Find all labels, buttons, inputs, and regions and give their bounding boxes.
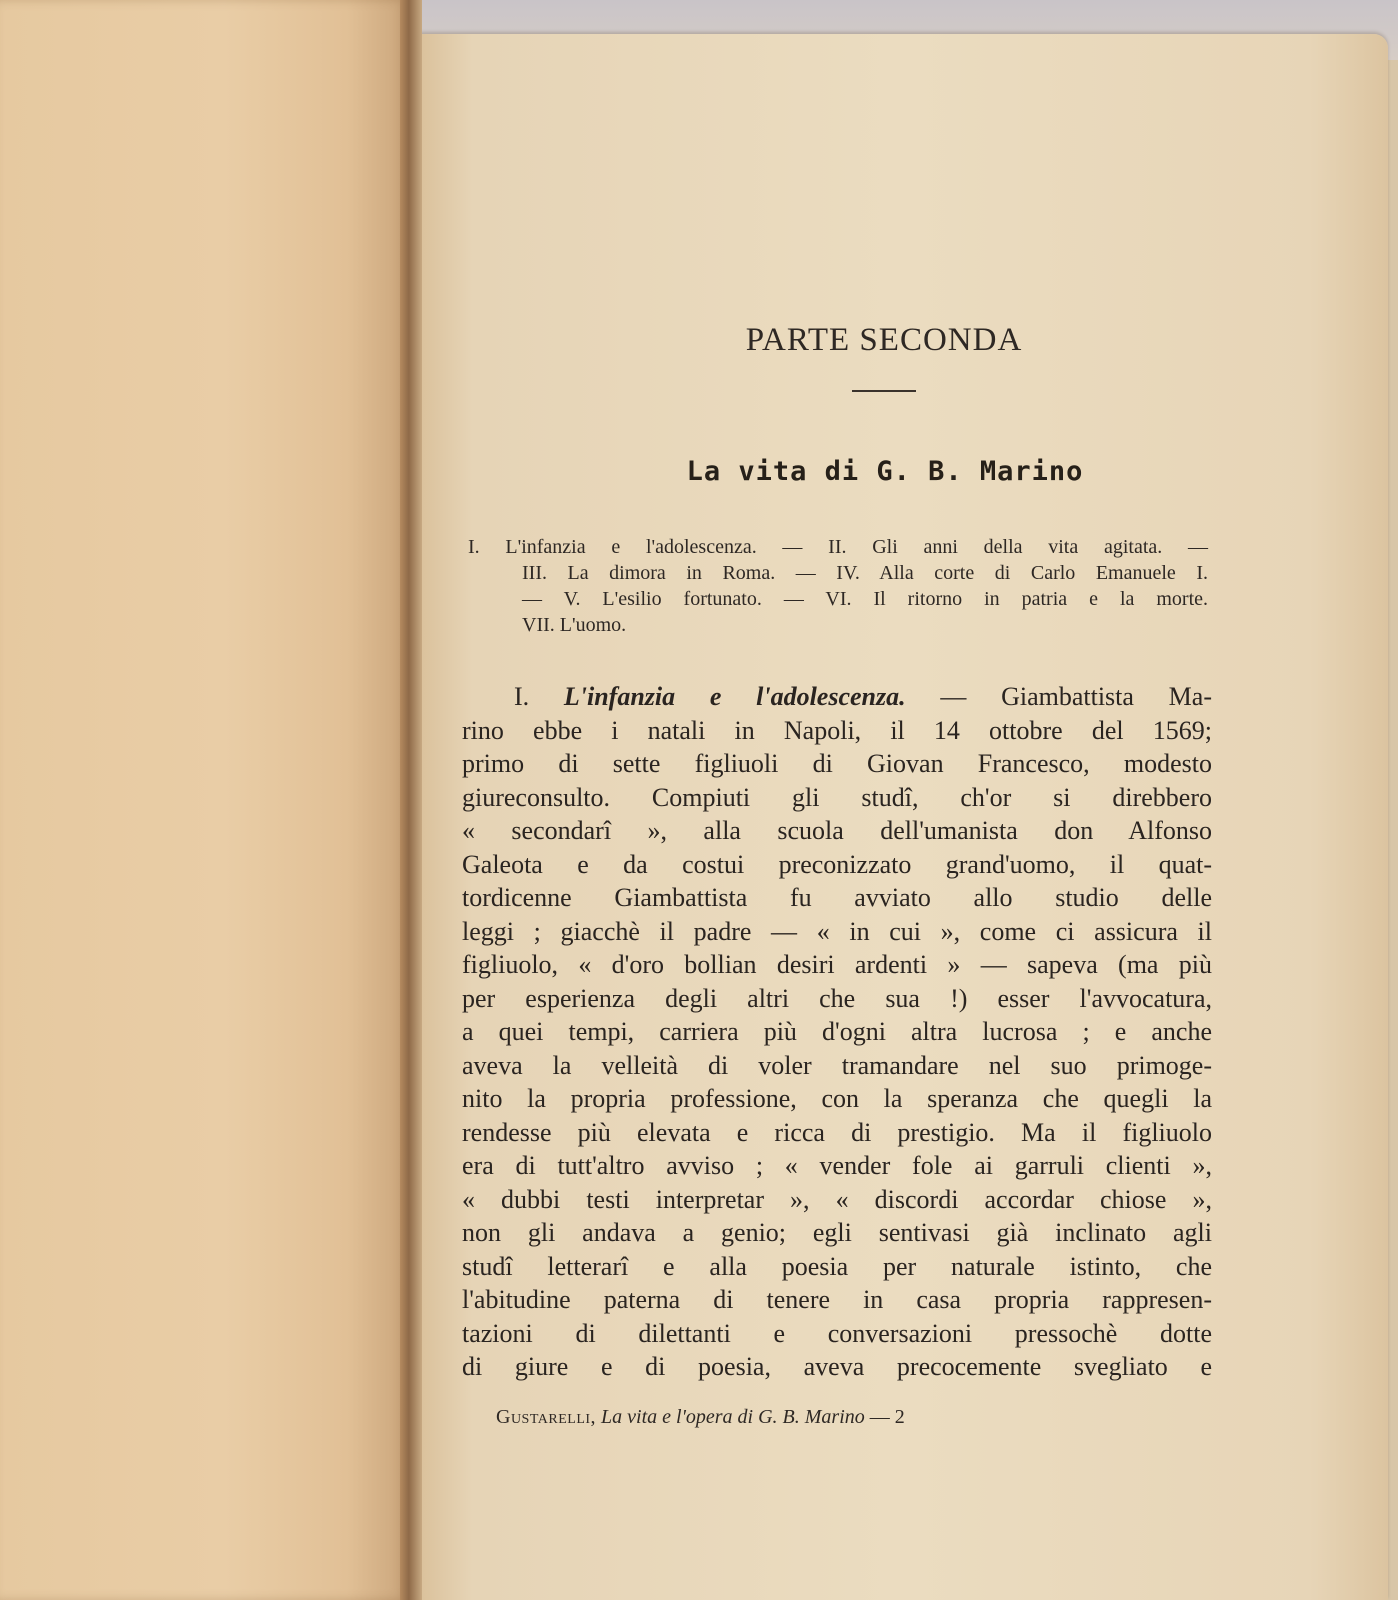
page-footer bbox=[496, 1406, 1096, 1429]
part-title: PARTE SECONDA bbox=[745, 322, 1023, 358]
body-line: primo di sette figliuoli di Giovan Francesco, modesto bbox=[462, 749, 1212, 778]
left-page bbox=[0, 0, 408, 1600]
body-line: l'abitudine paterna di tenere in casa propria rappresen- bbox=[462, 1285, 1212, 1314]
right-page bbox=[414, 34, 1388, 1600]
summary-line: I. L'infanzia e l'adolescenza. — II. Gli anni della vita agitata. — bbox=[468, 536, 1208, 558]
body-line: tazioni di dilettanti e conversazioni pressochè dotte bbox=[462, 1318, 1212, 1348]
body-line bbox=[462, 680, 1212, 714]
body-line: di giure e di poesia, aveva precocemente svegliato e bbox=[462, 1352, 1212, 1381]
body-line: non gli andava a genio; egli sentivasi già inclinato agli bbox=[462, 1218, 1212, 1247]
footer-signature: — 2 bbox=[864, 1406, 905, 1428]
footer-author: Gustarelli, bbox=[496, 1406, 597, 1428]
summary-line: III. La dimora in Roma. — IV. Alla corte di Carlo Emanuele I. bbox=[522, 562, 1208, 584]
body-line: « dubbi testi interpretar », « discordi accordar chiose », bbox=[462, 1184, 1212, 1214]
summary-line: VII. L'uomo. bbox=[522, 614, 627, 636]
body-line: « secondarî », alla scuola dell'umanista don Alfonso bbox=[462, 816, 1212, 845]
book-gutter bbox=[400, 0, 422, 1600]
body-line: rino ebbe i natali in Napoli, il 14 ottobre del 1569; bbox=[462, 715, 1212, 745]
body-line: per esperienza degli altri che sua !) esser l'avvocatura, bbox=[462, 983, 1212, 1013]
body-line: Galeota e da costui preconizzato grand'uomo, il quat- bbox=[462, 849, 1212, 879]
body-line: studî letterarî e alla poesia per naturale istinto, che bbox=[462, 1251, 1212, 1281]
body-line: a quei tempi, carriera più d'ogni altra lucrosa ; e anche bbox=[462, 1017, 1212, 1046]
body-line: aveva la velleità di voler tramandare nel suo primoge- bbox=[462, 1050, 1212, 1080]
summary-line: — V. L'esilio fortunato. — VI. Il ritorno in patria e la morte. bbox=[522, 588, 1208, 610]
title-rule bbox=[852, 390, 916, 392]
body-line: tordicenne Giambattista fu avviato allo studio delle bbox=[462, 883, 1212, 912]
section-number: I. bbox=[514, 682, 564, 711]
body-line: figliuolo, « d'oro bollian desiri ardenti » — sapeva (ma più bbox=[462, 950, 1212, 979]
footer-title: La vita e l'opera di G. B. Marino bbox=[601, 1406, 865, 1428]
chapter-title: La vita di G. B. Marino bbox=[686, 456, 1084, 487]
body-line: nito la propria professione, con la speranza che quegli la bbox=[462, 1084, 1212, 1113]
body-text bbox=[462, 680, 1212, 1384]
body-line: leggi ; giacchè il padre — « in cui », come ci assicura il bbox=[462, 916, 1212, 946]
body-line: rendesse più elevata e ricca di prestigio. Ma il figliuolo bbox=[462, 1117, 1212, 1147]
body-line-text: — Giambattista Ma- bbox=[905, 682, 1212, 711]
chapter-summary bbox=[468, 534, 1208, 638]
section-heading: L'infanzia e l'adolescenza. bbox=[563, 682, 906, 711]
body-line: giureconsulto. Compiuti gli studî, ch'or si direbbero bbox=[462, 782, 1212, 812]
body-line: era di tutt'altro avviso ; « vender fole ai garruli clienti », bbox=[462, 1151, 1212, 1180]
